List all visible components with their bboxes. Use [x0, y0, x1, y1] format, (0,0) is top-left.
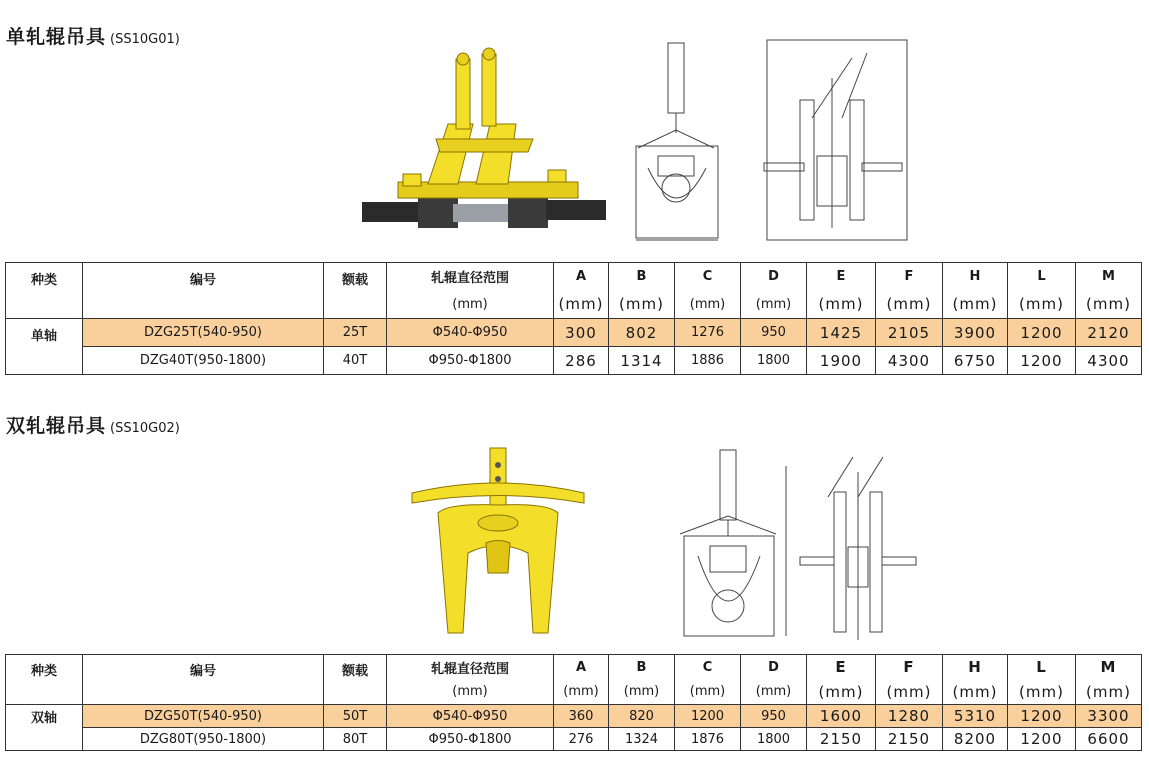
single-roll-side-drawing: [762, 38, 912, 244]
row-number: DZG50T(540-950): [83, 705, 324, 728]
row-value-d: 950: [741, 705, 807, 728]
header-col-c: C: [675, 655, 741, 680]
row-number: DZG80T(950-1800): [83, 728, 324, 751]
header-col-d: D: [741, 263, 807, 291]
unit-c: (mm): [675, 291, 741, 319]
header-col-f: F: [876, 655, 943, 680]
row-range: Φ540-Φ950: [387, 705, 554, 728]
table-header-row: [6, 655, 1142, 680]
header-col-b: B: [609, 263, 675, 291]
row-value-l: 1200: [1008, 347, 1076, 375]
section1-spec-table: [5, 262, 1142, 375]
unit-a: (mm): [554, 291, 609, 319]
row-value-e: 1600: [807, 705, 876, 728]
double-roll-lifter-photo: [408, 443, 588, 643]
row-value-l: 1200: [1008, 728, 1076, 751]
header-col-b: B: [609, 655, 675, 680]
unit-f: (mm): [876, 680, 943, 705]
row-value-f: 2150: [876, 728, 943, 751]
unit-m: (mm): [1076, 291, 1142, 319]
header-load: 额载: [324, 655, 387, 705]
section2-code: (SS10G02): [110, 421, 180, 436]
section1-code: (SS10G01): [110, 32, 180, 47]
table-header-row: [6, 263, 1142, 291]
row-value-m: 6600: [1076, 728, 1142, 751]
table-row: [6, 319, 1142, 347]
row-value-m: 4300: [1076, 347, 1142, 375]
header-col-h: H: [943, 655, 1008, 680]
unit-m: (mm): [1076, 680, 1142, 705]
row-range: Φ950-Φ1800: [387, 347, 554, 375]
header-col-l: L: [1008, 655, 1076, 680]
table-row: [6, 728, 1142, 751]
unit-b: (mm): [609, 680, 675, 705]
row-value-h: 8200: [943, 728, 1008, 751]
row-value-c: 1276: [675, 319, 741, 347]
header-col-h: H: [943, 263, 1008, 291]
row-value-a: 300: [554, 319, 609, 347]
header-range-unit: (mm): [387, 291, 554, 319]
row-value-f: 4300: [876, 347, 943, 375]
row-value-e: 1425: [807, 319, 876, 347]
unit-b: (mm): [609, 291, 675, 319]
row-load: 80T: [324, 728, 387, 751]
unit-h: (mm): [943, 680, 1008, 705]
header-number: 编号: [83, 655, 324, 705]
row-value-e: 2150: [807, 728, 876, 751]
row-range: Φ950-Φ1800: [387, 728, 554, 751]
row-value-h: 3900: [943, 319, 1008, 347]
row-load: 50T: [324, 705, 387, 728]
header-col-l: L: [1008, 263, 1076, 291]
header-col-a: A: [554, 263, 609, 291]
section1-title: [6, 22, 180, 49]
header-col-e: E: [807, 655, 876, 680]
header-range-unit: (mm): [387, 680, 554, 705]
header-kind: 种类: [6, 655, 83, 705]
row-value-f: 2105: [876, 319, 943, 347]
row-value-b: 1314: [609, 347, 675, 375]
section2-title: [6, 411, 180, 438]
row-load: 25T: [324, 319, 387, 347]
double-roll-side-drawing: [798, 452, 920, 644]
header-number: 编号: [83, 263, 324, 319]
row-value-c: 1876: [675, 728, 741, 751]
row-value-b: 1324: [609, 728, 675, 751]
row-value-f: 1280: [876, 705, 943, 728]
row-value-b: 820: [609, 705, 675, 728]
row-value-d: 1800: [741, 347, 807, 375]
header-col-d: D: [741, 655, 807, 680]
section1-title-text: 单轧辊吊具: [6, 26, 107, 48]
row-value-h: 6750: [943, 347, 1008, 375]
row-value-d: 950: [741, 319, 807, 347]
row-value-a: 360: [554, 705, 609, 728]
header-col-m: M: [1076, 655, 1142, 680]
row-value-l: 1200: [1008, 705, 1076, 728]
header-col-e: E: [807, 263, 876, 291]
row-value-m: 3300: [1076, 705, 1142, 728]
header-range: 轧辊直径范围: [387, 655, 554, 680]
row-range: Φ540-Φ950: [387, 319, 554, 347]
header-load: 额载: [324, 263, 387, 319]
row-value-c: 1200: [675, 705, 741, 728]
row-value-b: 802: [609, 319, 675, 347]
row-value-a: 286: [554, 347, 609, 375]
header-kind: 种类: [6, 263, 83, 319]
row-value-e: 1900: [807, 347, 876, 375]
double-roll-front-drawing: [674, 446, 804, 646]
section2-spec-table: [5, 654, 1142, 751]
unit-a: (mm): [554, 680, 609, 705]
row-value-c: 1886: [675, 347, 741, 375]
row-load: 40T: [324, 347, 387, 375]
header-col-m: M: [1076, 263, 1142, 291]
category-cell: 单轴: [6, 319, 83, 375]
header-col-c: C: [675, 263, 741, 291]
row-value-l: 1200: [1008, 319, 1076, 347]
unit-l: (mm): [1008, 680, 1076, 705]
row-value-d: 1800: [741, 728, 807, 751]
unit-e: (mm): [807, 291, 876, 319]
table-row: [6, 705, 1142, 728]
unit-d: (mm): [741, 291, 807, 319]
row-value-a: 276: [554, 728, 609, 751]
unit-c: (mm): [675, 680, 741, 705]
unit-h: (mm): [943, 291, 1008, 319]
row-number: DZG40T(950-1800): [83, 347, 324, 375]
unit-e: (mm): [807, 680, 876, 705]
row-value-h: 5310: [943, 705, 1008, 728]
row-value-m: 2120: [1076, 319, 1142, 347]
row-number: DZG25T(540-950): [83, 319, 324, 347]
table-row: [6, 347, 1142, 375]
section2-title-text: 双轧辊吊具: [6, 415, 107, 437]
header-col-f: F: [876, 263, 943, 291]
header-range: 轧辊直径范围: [387, 263, 554, 291]
header-col-a: A: [554, 655, 609, 680]
unit-f: (mm): [876, 291, 943, 319]
single-roll-lifter-photo: [358, 44, 610, 244]
category-cell: 双轴: [6, 705, 83, 751]
unit-d: (mm): [741, 680, 807, 705]
single-roll-front-drawing: [628, 38, 748, 244]
unit-l: (mm): [1008, 291, 1076, 319]
